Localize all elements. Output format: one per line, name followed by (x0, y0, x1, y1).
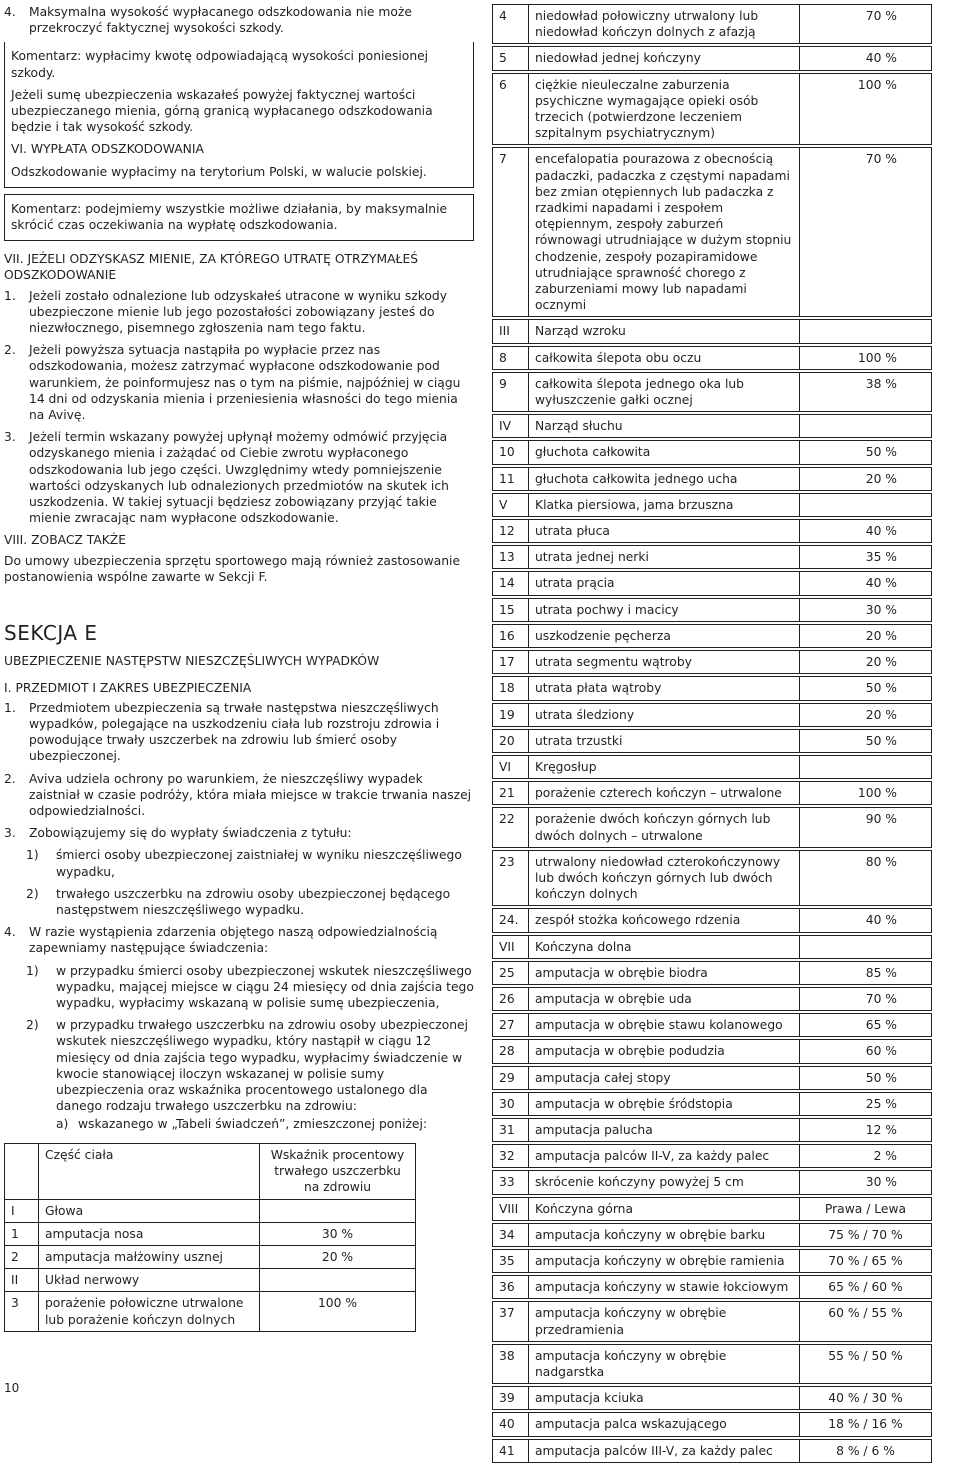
row-value: 20 % (260, 1245, 416, 1268)
sub-sub-list-item (56, 1116, 474, 1132)
item-text: wskazanego w „Tabeli świadczeń”, zmieszczonej poniżej: (78, 1117, 428, 1132)
item-number: 1. (4, 288, 16, 303)
row-number: 23 (493, 850, 529, 906)
benefits-table (4, 1143, 416, 1332)
row-description: utrata jednej nerki (529, 546, 800, 569)
section-subtitle: UBEZPIECZENIE NASTĘPSTW NIESZCZĘŚLIWYCH WYPADKÓW (4, 654, 380, 669)
row-value (260, 1199, 416, 1222)
table-row (493, 755, 932, 778)
row-number: I (5, 1199, 39, 1222)
item-number: 2) (26, 886, 39, 901)
item-text: w przypadku trwałego uszczerbku na zdrowiu osoby ubezpieczonej wskutek nieszczęśliwego wypadku, który nastąpił w ciągu 12 miesięcy od dnia zajścia tego wypadku, wypłacimy świadczenie w kwocie stanowiącej iloczyn wskazanej w polisie sumy ubezpieczenia oraz wskaźnika procentowego ustalonego dla danego rodzaju trwałego uszczerbku na zdrowiu: (56, 1018, 469, 1114)
row-value: 50 % (800, 677, 932, 700)
row-description: utrata segmentu wątroby (529, 651, 800, 674)
row-number: 28 (493, 1040, 529, 1063)
table-row (5, 1222, 416, 1245)
table-row (493, 320, 932, 343)
row-number: 30 (493, 1092, 529, 1115)
list-item (4, 429, 474, 526)
row-description: amputacja w obrębie stawu kolanowego (529, 1014, 800, 1037)
section-title: SEKCJA E (4, 621, 98, 646)
row-value: 50 % (800, 441, 932, 464)
comment-box (4, 42, 474, 187)
row-value: 40 % (800, 520, 932, 543)
row-value: 100 % (800, 782, 932, 805)
row-number: 24. (493, 909, 529, 932)
item-number: 4. (4, 925, 16, 940)
table-row (493, 850, 932, 906)
list-item (4, 825, 474, 841)
row-number: 22 (493, 808, 529, 847)
row-value: 12 % (800, 1118, 932, 1141)
table-row (493, 467, 932, 490)
row-number: 32 (493, 1145, 529, 1168)
row-value: 30 % (260, 1222, 416, 1245)
row-value: Prawa / Lewa (800, 1197, 932, 1220)
row-description: amputacja nosa (39, 1222, 260, 1245)
row-number: 11 (493, 467, 529, 490)
table-row (493, 935, 932, 958)
row-number: 38 (493, 1344, 529, 1383)
row-description: Narząd wzroku (529, 320, 800, 343)
item-number: a) (56, 1117, 69, 1132)
item-4 (4, 4, 474, 36)
row-description: amputacja w obrębie podudzia (529, 1040, 800, 1063)
row-value: 85 % (800, 961, 932, 984)
row-description: utrata prącia (529, 572, 800, 595)
row-description: porażenie połowiczne utrwalone lub porażenie kończyn dolnych (39, 1292, 260, 1331)
row-value (800, 415, 932, 438)
row-description: amputacja palca wskazującego (529, 1413, 800, 1436)
row-value: 100 % (800, 346, 932, 369)
row-description: utrata śledziony (529, 703, 800, 726)
table-row (493, 73, 932, 145)
row-number: 13 (493, 546, 529, 569)
item-number: 3. (4, 826, 16, 841)
row-number: 25 (493, 961, 529, 984)
row-description: amputacja kończyny w obrębie ramienia (529, 1249, 800, 1272)
row-value (800, 755, 932, 778)
row-number: 33 (493, 1171, 529, 1194)
row-value: 20 % (800, 651, 932, 674)
row-description: amputacja kciuka (529, 1387, 800, 1410)
row-value: 60 % (800, 1040, 932, 1063)
row-number: 34 (493, 1223, 529, 1246)
table-row (493, 729, 932, 752)
row-description: Klatka piersiowa, jama brzuszna (529, 493, 800, 516)
section-heading: VII. JEŻELI ODZYSKASZ MIENIE, ZA KTÓREGO UTRATĘ OTRZYMAŁEŚ ODSZKODOWANIE (4, 252, 419, 283)
table-row (493, 651, 932, 674)
table-row (5, 1292, 416, 1331)
page-number: 10 (4, 1381, 20, 1395)
list-item (4, 924, 474, 956)
section-text: Do umowy ubezpieczenia sprzętu sportowego mają również zastosowanie postanowienia wspólne zawarte w Sekcji F. (4, 553, 461, 584)
row-value: 40 % (800, 47, 932, 70)
row-description: amputacja kończyny w stawie łokciowym (529, 1276, 800, 1299)
section-heading: VIII. ZOBACZ TAKŻE (4, 533, 126, 548)
row-value: 65 % (800, 1014, 932, 1037)
row-number: 20 (493, 729, 529, 752)
table-row (493, 1249, 932, 1272)
item-text: śmierci osoby ubezpieczonej zaistniałej w wyniku nieszczęśliwego wypadku, (56, 848, 462, 879)
row-number: 8 (493, 346, 529, 369)
table-row (493, 677, 932, 700)
item-text: Przedmiotem ubezpieczenia są trwałe następstwa nieszczęśliwych wypadków, polegające na uszkodzeniu ciała lub rozstroju zdrowia i powodujące trwały uszczerbek na zdrowiu lub śmierć osoby ubezpieczonej. (29, 700, 440, 764)
row-description: głuchota całkowita jednego ucha (529, 467, 800, 490)
row-number: 6 (493, 73, 529, 145)
list-item (4, 771, 474, 820)
row-number: 4 (493, 5, 529, 44)
row-value: 80 % (800, 850, 932, 906)
row-description: utrata płuca (529, 520, 800, 543)
row-description: amputacja w obrębie śródstopia (529, 1092, 800, 1115)
row-value (800, 320, 932, 343)
table-row (493, 372, 932, 411)
list-item (4, 288, 474, 337)
row-value: 20 % (800, 703, 932, 726)
table-row (5, 1199, 416, 1222)
table-header-row (5, 1143, 416, 1199)
row-description: Kręgosłup (529, 755, 800, 778)
table-row (493, 493, 932, 516)
table-row (493, 1066, 932, 1089)
row-description: amputacja palców III-V, za każdy palec (529, 1439, 800, 1462)
item-number: 2) (26, 1018, 39, 1033)
table-row (493, 1276, 932, 1299)
row-description: amputacja kończyny w obrębie przedramienia (529, 1302, 800, 1341)
row-value (800, 935, 932, 958)
table-row (493, 148, 932, 317)
row-value: 30 % (800, 598, 932, 621)
row-number: 35 (493, 1249, 529, 1272)
row-value: 100 % (260, 1292, 416, 1331)
row-description: Kończyna górna (529, 1197, 800, 1220)
sub-list-item (26, 1017, 474, 1114)
row-value: 90 % (800, 808, 932, 847)
left-column (4, 4, 474, 1332)
row-description: utrwalony niedowład czterokończynowy lub dwóch kończyn górnych lub dwóch kończyn dolnych (529, 850, 800, 906)
row-number: 2 (5, 1245, 39, 1268)
row-value: 70 % (800, 148, 932, 317)
row-value (800, 493, 932, 516)
row-number: 16 (493, 624, 529, 647)
row-value: 30 % (800, 1171, 932, 1194)
table-row (5, 1245, 416, 1268)
row-number: 39 (493, 1387, 529, 1410)
item-number: 1) (26, 848, 39, 863)
table-row (493, 1302, 932, 1341)
row-description: uszkodzenie pęcherza (529, 624, 800, 647)
section-text: Odszkodowanie wypłacimy na terytorium Polski, w walucie polskiej. (11, 164, 427, 179)
row-description: Narząd słuchu (529, 415, 800, 438)
row-value: 18 % / 16 % (800, 1413, 932, 1436)
comment-text: Komentarz: podejmiemy wszystkie możliwe działania, by maksymalnie skrócić czas oczekiwania na wypłatę odszkodowania. (11, 201, 448, 233)
row-number: 12 (493, 520, 529, 543)
sub-list-item (26, 886, 474, 918)
row-value: 50 % (800, 1066, 932, 1089)
section-heading: I. PRZEDMIOT I ZAKRES UBEZPIECZENIA (4, 680, 252, 695)
row-number: 1 (5, 1222, 39, 1245)
row-description: całkowita ślepota jednego oka lub wyłuszczenie gałki ocznej (529, 372, 800, 411)
table-row (493, 1092, 932, 1115)
sub-list-item (26, 847, 474, 879)
row-value: 20 % (800, 467, 932, 490)
row-value (260, 1269, 416, 1292)
row-description: amputacja kończyny w obrębie nadgarstka (529, 1344, 800, 1383)
row-value: 38 % (800, 372, 932, 411)
row-number: 5 (493, 47, 529, 70)
table-row (493, 546, 932, 569)
table-row (493, 572, 932, 595)
row-description: amputacja palców II-V, za każdy palec (529, 1145, 800, 1168)
row-description: skrócenie kończyny powyżej 5 cm (529, 1171, 800, 1194)
row-number: VIII (493, 1197, 529, 1220)
row-number: II (5, 1269, 39, 1292)
row-description: Układ nerwowy (39, 1269, 260, 1292)
table-row (493, 1223, 932, 1246)
right-column (492, 4, 932, 1463)
table-row (493, 415, 932, 438)
row-value: 50 % (800, 729, 932, 752)
table-row (493, 598, 932, 621)
table-row (493, 961, 932, 984)
item-number: 2. (4, 771, 16, 786)
row-value: 70 % / 65 % (800, 1249, 932, 1272)
row-value: 40 % (800, 572, 932, 595)
row-value: 65 % / 60 % (800, 1276, 932, 1299)
table-row (493, 1171, 932, 1194)
row-value: 55 % / 50 % (800, 1344, 932, 1383)
table-header-part: Część ciała (39, 1143, 260, 1199)
row-description: utrata pochwy i macicy (529, 598, 800, 621)
table-row (493, 1014, 932, 1037)
table-row (493, 1040, 932, 1063)
row-description: porażenie czterech kończyn – utrwalone (529, 782, 800, 805)
row-description: Głowa (39, 1199, 260, 1222)
item-number: 4. (4, 5, 16, 19)
row-number: IV (493, 415, 529, 438)
row-number: VI (493, 755, 529, 778)
row-number: 41 (493, 1439, 529, 1462)
row-description: głuchota całkowita (529, 441, 800, 464)
item-text: Jeżeli powyższa sytuacja nastąpiła po wypłacie przez nas odszkodowania, możesz zatrzymać wypłacone odszkodowanie pod warunkiem, że poinformujesz nas o tym na piśmie, najpóźniej w ciągu 14 dni od odzyskania mienia i przeniesienia własności do tego mienia na Avivę. (29, 343, 461, 423)
row-description: utrata trzustki (529, 729, 800, 752)
row-number: 7 (493, 148, 529, 317)
table-row (493, 808, 932, 847)
table-row (5, 1269, 416, 1292)
row-number: 9 (493, 372, 529, 411)
row-number: 14 (493, 572, 529, 595)
table-row (493, 624, 932, 647)
item-number: 3. (4, 430, 16, 445)
table-row (493, 346, 932, 369)
row-description: ciężkie nieuleczalne zaburzenia psychiczne wymagające opieki osób trzecich (potwierdzone leczeniem szpitalnym psychiatrycznym) (529, 73, 800, 145)
row-value: 70 % (800, 5, 932, 44)
row-value: 25 % (800, 1092, 932, 1115)
item-number: 2. (4, 343, 16, 358)
row-number: 37 (493, 1302, 529, 1341)
row-number: 26 (493, 987, 529, 1010)
row-number: 40 (493, 1413, 529, 1436)
item-text: Jeżeli zostało odnalezione lub odzyskałeś utracone w wyniku szkody ubezpieczone mienie lub jego pozostałości zobowiązany jesteś do niezwłocznego, pisemnego zgłoszenia nam tego faktu. (29, 288, 447, 336)
row-value: 100 % (800, 73, 932, 145)
row-description: amputacja w obrębie biodra (529, 961, 800, 984)
row-description: porażenie dwóch kończyn górnych lub dwóch dolnych – utrwalone (529, 808, 800, 847)
table-row (493, 1387, 932, 1410)
row-number: 21 (493, 782, 529, 805)
row-number: 29 (493, 1066, 529, 1089)
row-description: niedowład połowiczny utrwalony lub niedowład kończyn dolnych z afazją (529, 5, 800, 44)
row-value: 60 % / 55 % (800, 1302, 932, 1341)
table-cell (5, 1143, 39, 1199)
row-number: 3 (5, 1292, 39, 1331)
benefits-table-continued (492, 4, 932, 1463)
row-value: 35 % (800, 546, 932, 569)
item-number: 1) (26, 963, 39, 978)
table-row (493, 47, 932, 70)
row-number: 10 (493, 441, 529, 464)
sub-list-item (26, 963, 474, 1012)
row-number: 31 (493, 1118, 529, 1141)
table-row (493, 703, 932, 726)
row-description: amputacja kończyny w obrębie barku (529, 1223, 800, 1246)
row-value: 40 % (800, 909, 932, 932)
row-description: całkowita ślepota obu oczu (529, 346, 800, 369)
row-description: amputacja w obrębie uda (529, 987, 800, 1010)
row-description: encefalopatia pourazowa z obecnością padaczki, padaczka z częstymi napadami bez zmian otępiennych lub padaczka z rzadkimi napadami i zespołem otępiennym, zespoły zaburzeń równowagi utrudniające w dużym stopniu chodzenie, zespoły pozapiramidowe utrudniające sprawność chorego z zaburzeniami mowy lub napadami ocznymi (529, 148, 800, 317)
table-row (493, 1118, 932, 1141)
section-heading: VI. WYPŁATA ODSZKODOWANIA (11, 142, 204, 157)
row-description: niedowład jednej kończyny (529, 47, 800, 70)
row-value: 2 % (800, 1145, 932, 1168)
list-item (4, 700, 474, 765)
row-number: 27 (493, 1014, 529, 1037)
table-row (493, 1439, 932, 1462)
row-value: 70 % (800, 987, 932, 1010)
row-description: utrata płata wątroby (529, 677, 800, 700)
row-number: 18 (493, 677, 529, 700)
table-row (493, 5, 932, 44)
table-row (493, 1344, 932, 1383)
table-row (493, 1413, 932, 1436)
item-text: Maksymalna wysokość wypłacanego odszkodowania nie może przekroczyć faktycznej wysokości szkody. (29, 5, 412, 36)
item-text: trwałego uszczerbku na zdrowiu osoby ubezpieczonej będącego następstwem nieszczęśliwego wypadku. (56, 886, 451, 917)
table-row (493, 441, 932, 464)
table-row (493, 987, 932, 1010)
table-header-value: Wskaźnik procentowy trwałego uszczerbku na zdrowiu (260, 1143, 416, 1199)
row-value: 8 % / 6 % (800, 1439, 932, 1462)
row-number: 15 (493, 598, 529, 621)
row-description: amputacja całej stopy (529, 1066, 800, 1089)
row-description: amputacja małżowiny usznej (39, 1245, 260, 1268)
row-value: 20 % (800, 624, 932, 647)
row-number: V (493, 493, 529, 516)
row-value: 75 % / 70 % (800, 1223, 932, 1246)
row-description: Kończyna dolna (529, 935, 800, 958)
row-value: 40 % / 30 % (800, 1387, 932, 1410)
row-number: VII (493, 935, 529, 958)
item-text: Jeżeli termin wskazany powyżej upłynął możemy odmówić przyjęcia odzyskanego mienia i zażądać od Ciebie zwrotu wypłaconego odszkodowania lub jego części. Uwzględnimy wtedy pomniejszenie wartości odzyskanych lub odnalezionych przedmiotów na skutek ich uszkodzenia. W takiej sytuacji będziesz zobowiązany przyjąć takie mienie zwracając nam wypłacone odszkodowanie. (29, 430, 449, 526)
comment-text: Komentarz: wypłacimy kwotę odpowiadającą wysokości poniesionej szkody. (11, 49, 429, 80)
row-number: III (493, 320, 529, 343)
table-row (493, 1197, 932, 1220)
item-text: Zobowiązujemy się do wypłaty świadczenia z tytułu: (29, 826, 352, 841)
comment-text: Jeżeli sumę ubezpieczenia wskazałeś powyżej faktycznej wartości ubezpieczanego mienia, górną granicą wypłacanego odszkodowania będzie i tak wysokość szkody. (11, 87, 433, 135)
row-number: 36 (493, 1276, 529, 1299)
item-text: Aviva udziela ochrony po warunkiem, że nieszczęśliwy wypadek zaistniał w czasie podróży, która miała miejsce w trakcie trwania naszej odpowiedzialności. (29, 771, 472, 818)
item-text: w przypadku śmierci osoby ubezpieczonej wskutek nieszczęśliwego wypadku, mającej miejsce w ciągu 24 miesięcy od dnia zajścia tego wypadku, wypłacimy wskazaną w polisie sumę ubezpieczenia, (56, 963, 474, 1010)
table-row (493, 782, 932, 805)
item-number: 1. (4, 700, 16, 715)
list-item (4, 342, 474, 423)
table-row (493, 520, 932, 543)
row-number: 19 (493, 703, 529, 726)
table-row (493, 909, 932, 932)
item-text: W razie wystąpienia zdarzenia objętego naszą odpowiedzialnością zapewniamy następujące świadczenia: (29, 925, 438, 956)
row-number: 17 (493, 651, 529, 674)
comment-box (4, 194, 474, 241)
row-description: amputacja palucha (529, 1118, 800, 1141)
table-row (493, 1145, 932, 1168)
row-description: zespół stożka końcowego rdzenia (529, 909, 800, 932)
